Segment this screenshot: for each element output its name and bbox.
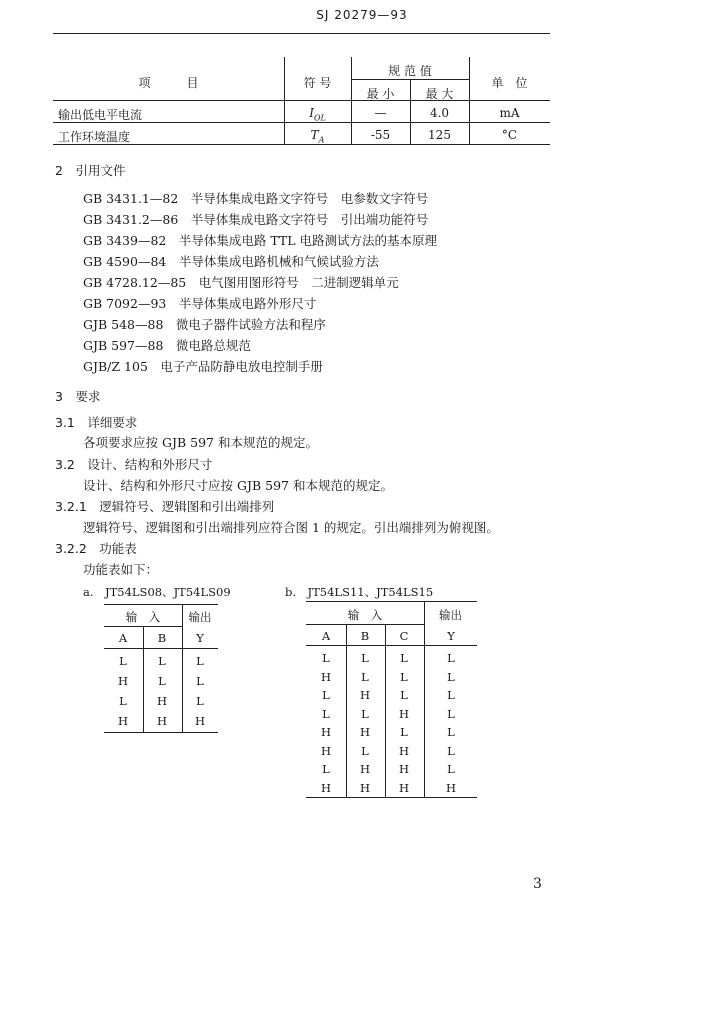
table-cell: L [447, 651, 455, 665]
table-cell: L [119, 654, 127, 668]
table-cell: H [398, 706, 410, 721]
table-cell: L [447, 762, 455, 776]
column-header: C [399, 629, 409, 643]
row-item: 输出低电平电流 [58, 108, 143, 122]
reference-item: GB 4590—84 半导体集成电路机械和气候试验方法 [83, 254, 379, 269]
table-cell: L [196, 694, 204, 708]
table-cell: H [445, 780, 457, 795]
table-rule [306, 797, 477, 798]
table-cell: L [400, 669, 408, 684]
table-cell: L [447, 688, 455, 702]
row-min: — [374, 106, 387, 120]
table-cell: L [400, 725, 408, 739]
table-cell: L [361, 651, 369, 665]
row-symbol: $T_A$ [310, 128, 325, 145]
row-min: -55 [370, 128, 391, 142]
reference-item: GB 3431.1—82 半导体集成电路文字符号 电参数文字符号 [83, 191, 429, 206]
table-cell: H [117, 674, 129, 688]
section-3-1-text: 各项要求应按 GJB 597 和本规范的规定。 [83, 435, 318, 450]
table-cell: L [322, 706, 330, 721]
table-cell: L [447, 725, 455, 739]
table-cell: H [398, 780, 410, 795]
table-cell: H [359, 725, 371, 739]
header-range: 规 范 值 [388, 64, 432, 78]
table-cell: L [158, 674, 166, 688]
input-header: 输 入 [347, 608, 383, 622]
table-divider [346, 625, 347, 797]
table-cell: L [322, 762, 330, 776]
table-rule [306, 601, 477, 602]
table-cell: H [320, 725, 332, 739]
row-item: 工作环境温度 [58, 130, 131, 144]
output-header: 输出 [188, 610, 212, 624]
section-2-title: 2 引用文件 [55, 163, 126, 178]
table-cell: L [400, 651, 408, 665]
table-cell: L [447, 669, 455, 684]
reference-item: GB 3439—82 半导体集成电路 TTL 电路测试方法的基本原理 [83, 233, 438, 248]
table-cell: L [447, 706, 455, 721]
table-cell: L [361, 743, 369, 758]
table-b-caption: b. JT54LS11、JT54LS15 [285, 585, 434, 599]
row-max: 125 [428, 128, 451, 142]
table-cell: L [196, 654, 204, 668]
table-rule [306, 645, 477, 646]
table-divider [424, 601, 425, 797]
table-a-caption: a. JT54LS08、JT54LS09 [83, 585, 231, 599]
header-symbol: 符 号 [303, 76, 332, 90]
section-3-2-1-text: 逻辑符号、逻辑图和引出端排列应符合图 1 的规定。引出端排列为俯视图。 [83, 520, 499, 535]
row-symbol: $I_{OL}$ [309, 106, 326, 123]
table-cell: H [320, 743, 332, 758]
column-header: A [118, 631, 128, 645]
header-min: 最 小 [366, 87, 395, 101]
table-cell: H [359, 780, 371, 795]
table-cell: H [320, 780, 332, 795]
table-cell: L [322, 688, 330, 702]
table-cell: H [156, 714, 168, 728]
table-cell: L [400, 688, 408, 702]
table-top-rule [53, 33, 550, 34]
input-header: 输 入 [125, 610, 161, 624]
table-cell: H [359, 762, 371, 776]
table-rule [104, 732, 218, 733]
table-cell: H [398, 762, 410, 776]
reference-item: GB 3431.2—86 半导体集成电路文字符号 引出端功能符号 [83, 212, 429, 227]
document-header: SJ 20279—93 [316, 8, 408, 22]
header-unit: 单 位 [491, 76, 528, 90]
table-cell: L [196, 674, 204, 688]
table-cell: L [361, 706, 369, 721]
column-header: A [321, 629, 331, 643]
table-cell: L [361, 669, 369, 684]
table-cell: L [158, 654, 166, 668]
reference-item: GB 7092—93 半导体集成电路外形尺寸 [83, 296, 317, 311]
section-3-2-2-title: 3.2.2 功能表 [55, 541, 137, 556]
table-divider [143, 627, 144, 732]
table-divider [385, 625, 386, 797]
section-3-title: 3 要求 [55, 389, 101, 404]
table-cell: L [322, 651, 330, 665]
table-cell: H [156, 694, 168, 708]
table-cell: H [194, 714, 206, 728]
section-3-2-title: 3.2 设计、结构和外形尺寸 [55, 457, 213, 472]
column-header: B [360, 629, 370, 643]
table-cell: H [320, 669, 332, 684]
table-cell: H [398, 743, 410, 758]
table-header-rule [53, 100, 550, 101]
header-max: 最 大 [425, 87, 454, 101]
row-unit: °C [501, 128, 518, 142]
header-item: 项 目 [138, 76, 199, 90]
reference-item: GJB/Z 105 电子产品防静电放电控制手册 [83, 359, 323, 374]
row-max: 4.0 [429, 106, 450, 120]
row-unit: mA [499, 106, 520, 120]
reference-item: GJB 548—88 微电子器件试验方法和程序 [83, 317, 326, 332]
table-cell: L [119, 694, 127, 708]
table-cell: L [447, 743, 455, 758]
section-3-1-title: 3.1 详细要求 [55, 415, 138, 430]
column-header: B [157, 631, 167, 645]
column-header: Y [447, 629, 455, 643]
section-3-2-2-text: 功能表如下： [83, 562, 159, 577]
reference-item: GJB 597—88 微电路总规范 [83, 338, 251, 353]
reference-item: GB 4728.12—85 电气图用图形符号 二进制逻辑单元 [83, 275, 399, 290]
table-rule [104, 648, 218, 649]
table-cell: H [117, 714, 129, 728]
page-number: 3 [533, 876, 542, 892]
table-rule [306, 624, 424, 625]
table-cell: H [359, 688, 371, 702]
section-3-2-1-title: 3.2.1 逻辑符号、逻辑图和引出端排列 [55, 499, 275, 514]
output-header: 输出 [439, 608, 462, 622]
column-header: Y [196, 631, 204, 645]
table-rule [104, 604, 218, 605]
section-3-2-text: 设计、结构和外形尺寸应按 GJB 597 和本规范的规定。 [83, 478, 393, 493]
